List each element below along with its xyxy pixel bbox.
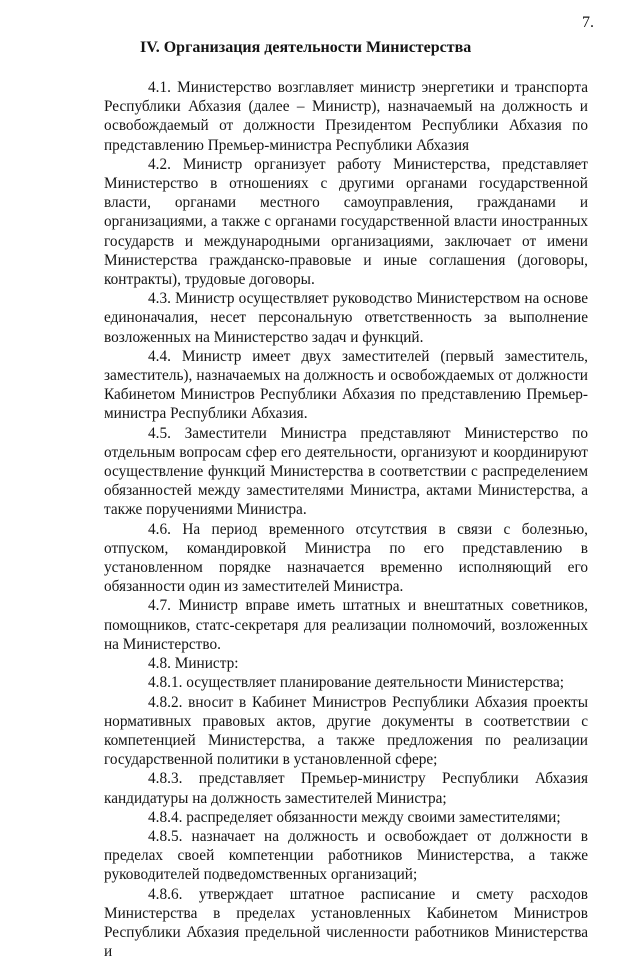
document-body — [104, 78, 588, 961]
page-number: 7. — [582, 14, 594, 31]
paragraph-4-4: 4.4. Министр имеет двух заместителей (первый заместитель, заместитель), назначаемых на должность и освобождаемых от должности Кабинетом Министров Республики Абхазия по представлению Премьер-министра Республики Абхазия. — [104, 347, 588, 423]
paragraph-4-8: 4.8. Министр: — [148, 655, 239, 673]
paragraph-4-8-1: 4.8.1. осуществляет планирование деятельности Министерства; — [148, 674, 564, 692]
paragraph-4-6: 4.6. На период временного отсутствия в связи с болезнью, отпуском, командировкой Министра по его представлению в установленном порядке назначается временно исполняющий его обязанности один из заместителей Министра. — [104, 520, 588, 596]
paragraph-4-7: 4.7. Министр вправе иметь штатных и внештатных советников, помощников, статс-секретаря для реализации полномочий, возложенных на Министерство. — [104, 597, 588, 653]
paragraph-4-8-3: 4.8.3. представляет Премьер-министру Республики Абхазия кандидатуры на должность заместителей Министра; — [104, 770, 588, 807]
paragraph-4-5: 4.5. Заместители Министра представляют Министерство по отдельным вопросам сфер его деятельности, организуют и координируют осуществление функций Министерства в соответствии с распределением обязанностей между заместителями Министра, актами Министерства, а также поручениями Министра. — [104, 424, 588, 519]
paragraph-4-3: 4.3. Министр осуществляет руководство Министерством на основе единоначалия, несет персональную ответственность за выполнение возложенных на Министерство задач и функций. — [104, 290, 588, 346]
paragraph-4-1: 4.1. Министерство возглавляет министр энергетики и транспорта Республики Абхазия (далее – Министр), назначаемый на должность и освобождаемый от должности Президентом Республики Абхазия по представлению Премьер-министра Республики Абхазия — [104, 79, 588, 154]
paragraph-4-8-4: 4.8.4. распределяет обязанности между своими заместителями; — [148, 808, 561, 826]
paragraph-4-8-2: 4.8.2. вносит в Кабинет Министров Республики Абхазия проекты нормативных правовых актов, другие документы в соответствии с компетенцией Министерства, а также предложения по реализации государственной политики в установленной сфере; — [104, 693, 588, 769]
paragraph-4-2: 4.2. Министр организует работу Министерства, представляет Министерство в отношениях с другими органами государственной власти, органами местного самоуправления, гражданами и организациями, а также с органами государственной власти иностранных государств и международными организациями, заключает от имени Министерства гражданско-правовые и иные соглашения (договоры, контракты), трудовые договоры. — [104, 155, 588, 289]
paragraph-4-8-5: 4.8.5. назначает на должность и освобождает от должности в пределах своей компетенции работников Министерства, а также руководителей подведомственных организаций; — [104, 827, 588, 884]
paragraph-4-8-6: 4.8.6. утверждает штатное расписание и смету расходов Министерства в пределах установленных Кабинетом Министров Республики Абхазия предельной численности работников Министерства и — [104, 885, 588, 961]
section-heading: IV. Организация деятельности Министерства — [140, 39, 472, 56]
